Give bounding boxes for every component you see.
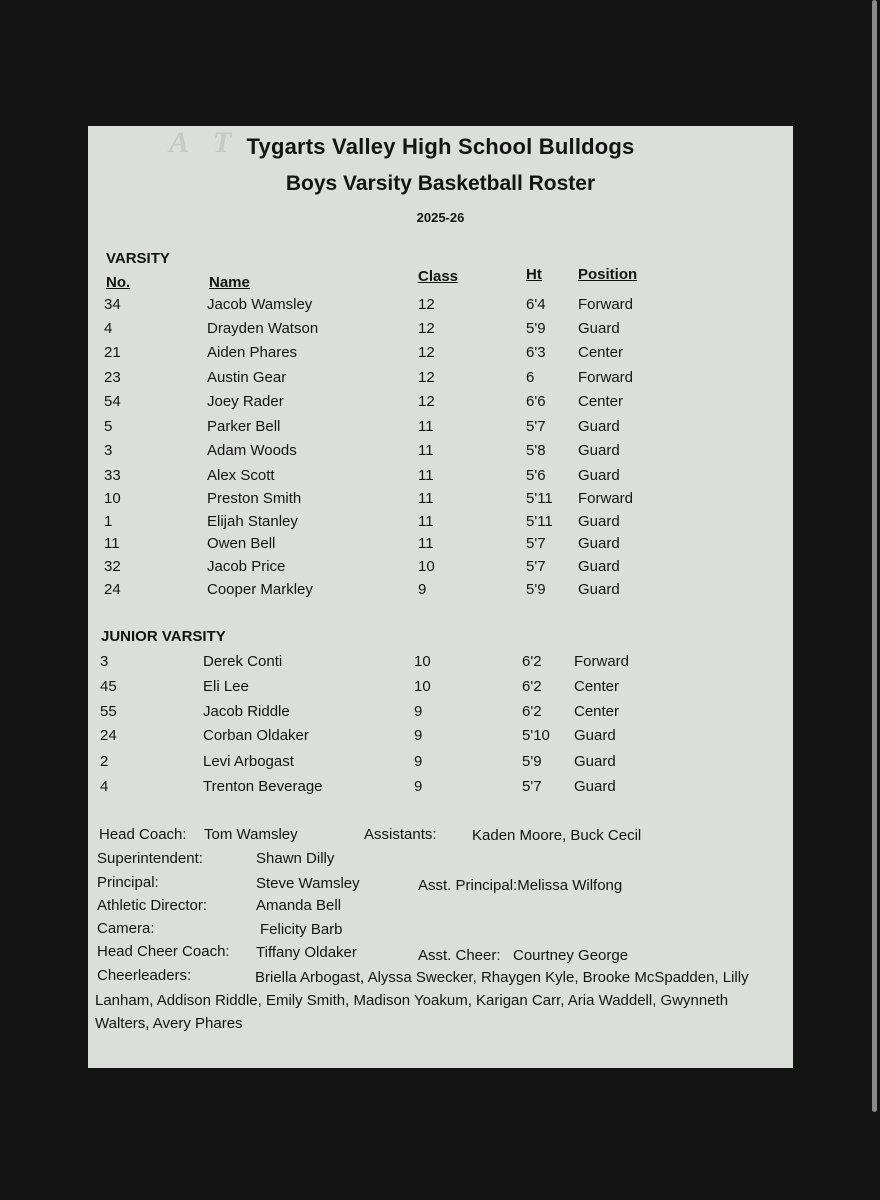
- player-number: 11: [104, 535, 120, 552]
- table-row: [88, 320, 793, 344]
- player-height: 6'6: [526, 393, 546, 410]
- player-position: Guard: [578, 320, 620, 337]
- player-number: 4: [104, 320, 113, 337]
- player-class: 11: [418, 513, 434, 530]
- player-position: Forward: [578, 369, 634, 386]
- player-name: Cooper Markley: [207, 581, 313, 598]
- player-position: Center: [574, 703, 620, 720]
- player-number: 4: [100, 778, 109, 795]
- player-height: 5'6: [526, 467, 546, 484]
- athletic-director: Amanda Bell: [256, 897, 342, 914]
- player-height: 6'3: [526, 344, 546, 361]
- player-number: 21: [104, 344, 121, 361]
- col-ht-header: Ht: [526, 266, 542, 283]
- table-row: [88, 490, 793, 514]
- athletic-director-label: Athletic Director:: [97, 897, 208, 914]
- table-row: [88, 778, 793, 802]
- player-height: 5'11: [526, 513, 553, 530]
- superintendent-label: Superintendent:: [97, 850, 203, 867]
- player-number: 32: [104, 558, 121, 575]
- player-class: 9: [414, 778, 423, 795]
- player-number: 34: [104, 296, 121, 313]
- varsity-heading: VARSITY: [106, 250, 170, 267]
- player-height: 5'9: [522, 753, 542, 770]
- player-position: Guard: [578, 467, 620, 484]
- asst-cheer-label: Asst. Cheer:: [418, 947, 501, 964]
- player-number: 54: [104, 393, 121, 410]
- table-row: [88, 558, 793, 582]
- player-name: Austin Gear: [207, 369, 287, 386]
- player-name: Jacob Price: [207, 558, 286, 575]
- cheer-coach: Tiffany Oldaker: [256, 944, 357, 961]
- player-number: 3: [100, 653, 109, 670]
- head-coach: Tom Wamsley: [204, 826, 298, 843]
- player-class: 10: [414, 678, 431, 695]
- player-height: 5'7: [526, 535, 546, 552]
- bleed-through-text: A T: [148, 126, 235, 159]
- player-number: 24: [100, 727, 117, 744]
- player-position: Guard: [574, 727, 616, 744]
- player-class: 9: [414, 703, 423, 720]
- head-coach-label: Head Coach:: [99, 826, 187, 843]
- player-name: Adam Woods: [207, 442, 297, 459]
- table-row: [88, 727, 793, 751]
- player-number: 23: [104, 369, 121, 386]
- school-title: Tygarts Valley High School Bulldogs: [246, 134, 635, 159]
- table-row: [88, 296, 793, 320]
- player-name: Parker Bell: [207, 418, 281, 435]
- player-position: Center: [578, 393, 624, 410]
- cheerleaders-line-2: Lanham, Addison Riddle, Emily Smith, Madison Yoakum, Karigan Carr, Aria Waddell, Gwynneth: [95, 992, 729, 1009]
- season: 2025-26: [416, 210, 465, 225]
- player-class: 9: [414, 753, 423, 770]
- player-name: Preston Smith: [207, 490, 302, 507]
- player-height: 5'7: [526, 418, 546, 435]
- player-class: 11: [418, 418, 434, 435]
- player-position: Forward: [578, 490, 634, 507]
- player-number: 45: [100, 678, 117, 695]
- player-position: Center: [578, 344, 624, 361]
- player-class: 11: [418, 442, 434, 459]
- player-position: Forward: [574, 653, 630, 670]
- cheer-coach-label: Head Cheer Coach:: [97, 943, 230, 960]
- player-number: 10: [104, 490, 121, 507]
- player-name: Owen Bell: [207, 535, 276, 552]
- col-class-header: Class: [418, 268, 459, 285]
- player-name: Jacob Wamsley: [207, 296, 313, 313]
- player-class: 12: [418, 369, 435, 386]
- player-name: Eli Lee: [203, 678, 249, 695]
- table-row: [88, 418, 793, 442]
- player-name: Aiden Phares: [207, 344, 298, 361]
- player-height: 6'4: [526, 296, 546, 313]
- cheerleaders-line-1: Briella Arbogast, Alyssa Swecker, Rhaygen Kyle, Brooke McSpadden, Lilly: [255, 969, 749, 986]
- table-row: [88, 513, 793, 537]
- player-class: 12: [418, 344, 435, 361]
- player-position: Guard: [578, 535, 620, 552]
- cheerleaders-label: Cheerleaders:: [97, 967, 192, 984]
- table-row: [88, 467, 793, 491]
- player-number: 24: [104, 581, 121, 598]
- player-class: 11: [418, 490, 434, 507]
- col-no-header: No.: [106, 274, 131, 291]
- roster-title: Boys Varsity Basketball Roster: [285, 172, 596, 195]
- player-class: 10: [418, 558, 435, 575]
- player-name: Corban Oldaker: [203, 727, 309, 744]
- player-name: Levi Arbogast: [203, 753, 294, 770]
- table-row: [88, 653, 793, 677]
- camera-label: Camera:: [97, 920, 155, 937]
- player-name: Trenton Beverage: [203, 778, 323, 795]
- player-name: Drayden Watson: [207, 320, 319, 337]
- col-position-header: Position: [578, 266, 638, 283]
- table-row: [88, 393, 793, 417]
- table-row: [88, 369, 793, 393]
- asst-principal: Asst. Principal:Melissa Wilfong: [418, 877, 623, 894]
- player-height: 6'2: [522, 653, 542, 670]
- player-name: Elijah Stanley: [207, 513, 298, 530]
- table-row: [88, 753, 793, 777]
- player-number: 5: [104, 418, 113, 435]
- player-name: Alex Scott: [207, 467, 275, 484]
- table-row: [88, 678, 793, 702]
- player-position: Guard: [578, 442, 620, 459]
- player-position: Guard: [578, 558, 620, 575]
- asst-cheer: Courtney George: [513, 947, 629, 964]
- table-row: [88, 344, 793, 368]
- player-class: 11: [418, 467, 434, 484]
- player-class: 12: [418, 393, 435, 410]
- table-row: [88, 442, 793, 466]
- player-position: Guard: [578, 581, 620, 598]
- assistants: Kaden Moore, Buck Cecil: [472, 827, 642, 844]
- roster-document: [88, 126, 793, 1068]
- player-height: 5'7: [522, 778, 542, 795]
- player-height: 6: [526, 369, 535, 386]
- player-name: Jacob Riddle: [203, 703, 290, 720]
- player-number: 33: [104, 467, 121, 484]
- cheerleaders-line-3: Walters, Avery Phares: [95, 1015, 243, 1032]
- player-position: Guard: [574, 778, 616, 795]
- player-number: 55: [100, 703, 117, 720]
- superintendent: Shawn Dilly: [256, 850, 335, 867]
- player-class: 11: [418, 535, 434, 552]
- player-height: 5'9: [526, 320, 546, 337]
- camera: Felicity Barb: [260, 921, 343, 938]
- player-height: 5'9: [526, 581, 546, 598]
- player-name: Derek Conti: [203, 653, 283, 670]
- col-name-header: Name: [209, 274, 250, 291]
- player-height: 6'2: [522, 678, 542, 695]
- player-class: 9: [418, 581, 427, 598]
- scrollbar[interactable]: [872, 0, 877, 1112]
- player-class: 12: [418, 296, 435, 313]
- player-class: 12: [418, 320, 435, 337]
- player-height: 5'8: [526, 442, 546, 459]
- player-position: Center: [574, 678, 620, 695]
- player-name: Joey Rader: [207, 393, 284, 410]
- principal: Steve Wamsley: [256, 875, 360, 892]
- table-row: [88, 703, 793, 727]
- player-position: Guard: [578, 418, 620, 435]
- player-position: Guard: [574, 753, 616, 770]
- principal-label: Principal:: [97, 874, 159, 891]
- player-position: Forward: [578, 296, 634, 313]
- jv-heading: JUNIOR VARSITY: [101, 628, 226, 645]
- player-number: 3: [104, 442, 113, 459]
- player-position: Guard: [578, 513, 620, 530]
- player-height: 6'2: [522, 703, 542, 720]
- player-class: 10: [414, 653, 431, 670]
- table-row: [88, 535, 793, 559]
- player-height: 5'10: [522, 727, 550, 744]
- assistants-label: Assistants:: [364, 826, 437, 843]
- player-class: 9: [414, 727, 423, 744]
- player-number: 1: [104, 513, 113, 530]
- player-height: 5'7: [526, 558, 546, 575]
- table-row: [88, 581, 793, 605]
- player-height: 5'11: [526, 490, 553, 507]
- player-number: 2: [100, 753, 109, 770]
